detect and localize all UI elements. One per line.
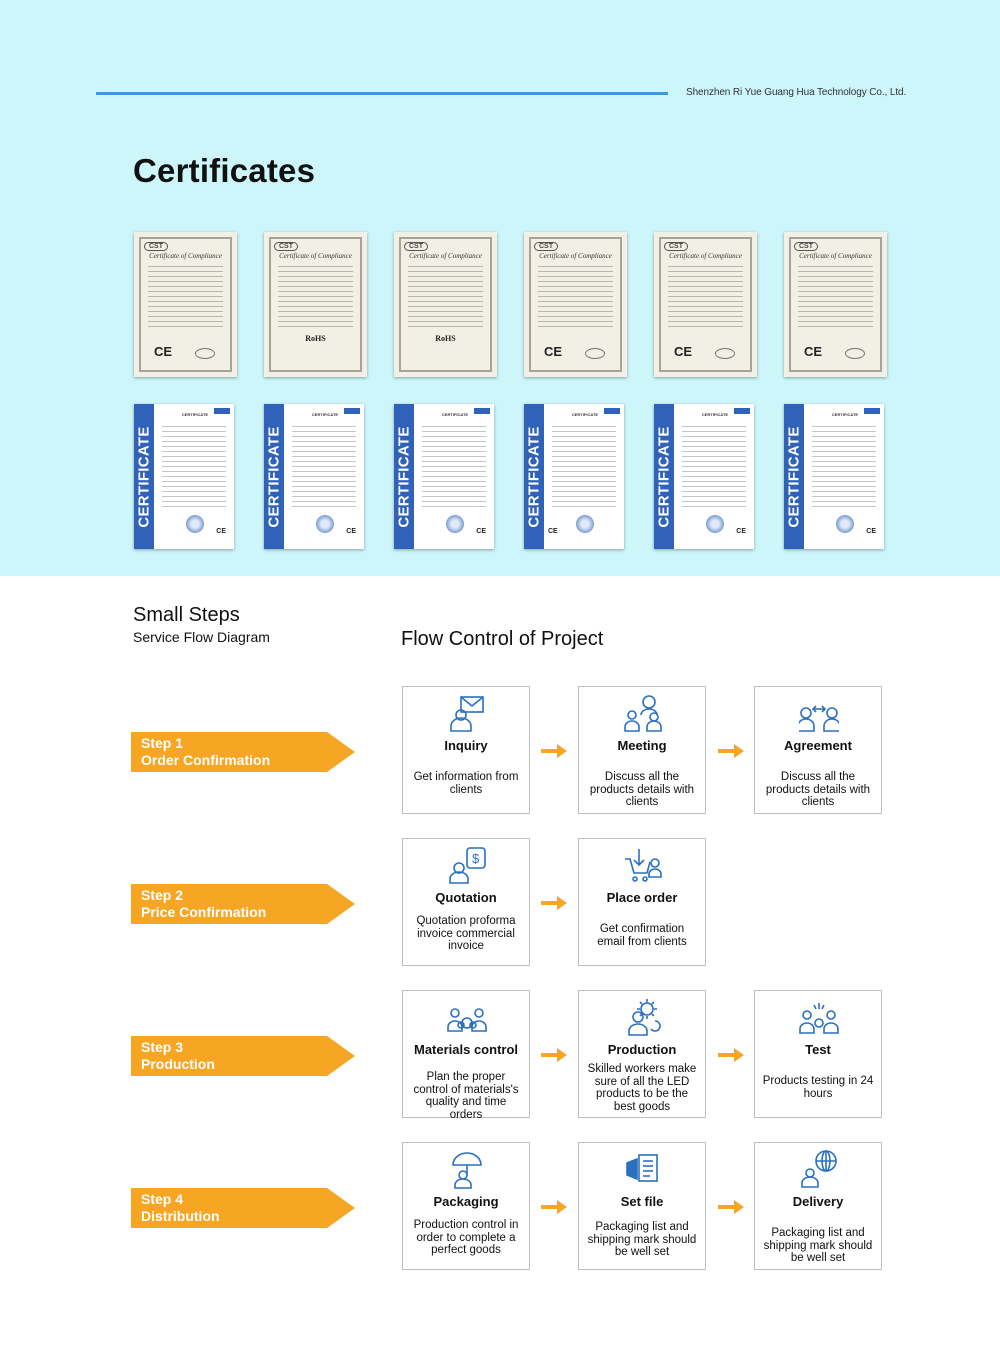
ce-mark: CE <box>476 528 486 535</box>
certificates-title: Certificates <box>133 152 316 189</box>
flow-arrow-icon <box>541 1048 567 1062</box>
certificate-blue-2 <box>264 404 364 549</box>
cst-logo-icon: CST <box>664 242 688 251</box>
flow-box-set-file <box>578 1142 706 1270</box>
step-2-banner <box>131 884 355 924</box>
certificate-compliance-3 <box>394 232 497 377</box>
cst-logo-icon: CST <box>404 242 428 251</box>
packaging-umbrella-icon <box>447 1149 487 1189</box>
meeting-people-icon <box>623 693 663 733</box>
certificate-band-label: CERTIFICATE <box>135 425 153 528</box>
flow-arrow-icon <box>718 1200 744 1214</box>
seal-icon <box>585 348 605 359</box>
box-description: Get information from clients <box>413 771 519 796</box>
certificate-heading: CERTIFICATE <box>701 412 729 417</box>
box-title: Place order <box>606 890 678 905</box>
agreement-handshake-icon <box>799 693 839 733</box>
certificate-heading: Certificate of Compliance <box>669 252 742 260</box>
seal-icon <box>836 515 854 533</box>
certificate-blue-5 <box>654 404 754 549</box>
ce-mark: CE <box>674 344 693 359</box>
box-description: Quotation proforma invoice commercial invoice <box>416 915 516 952</box>
place-order-cart-icon <box>623 845 663 885</box>
certificate-heading: Certificate of Compliance <box>799 252 872 260</box>
certificate-compliance-5 <box>654 232 757 377</box>
flow-box-quotation <box>402 838 530 966</box>
box-title: Materials control <box>413 1042 519 1057</box>
box-description: Plan the proper control of materials's quality and time orders <box>413 1071 519 1121</box>
box-title: Inquiry <box>444 738 488 753</box>
flow-box-inquiry <box>402 686 530 814</box>
ce-mark: CE <box>154 344 173 359</box>
ce-mark: CE <box>736 528 746 535</box>
step-number: Step 1 <box>141 735 184 751</box>
flow-arrow-icon <box>541 896 567 910</box>
box-description: Skilled workers make sure of all the LED products to be the best goods <box>587 1063 697 1113</box>
box-description: Production control in order to complete a perfect goods <box>413 1219 519 1256</box>
certificate-band-label: CERTIFICATE <box>785 425 803 528</box>
step-name: Order Confirmation <box>141 752 271 768</box>
company-name: Shenzhen Ri Yue Guang Hua Technology Co., Ltd. <box>686 87 907 98</box>
box-title: Production <box>607 1042 677 1057</box>
certificate-blue-1 <box>134 404 234 549</box>
box-title: Meeting <box>617 738 667 753</box>
ce-mark: CE <box>866 528 876 535</box>
step-name: Price Confirmation <box>141 904 267 920</box>
flow-box-packaging <box>402 1142 530 1270</box>
set-file-document-icon <box>623 1149 663 1189</box>
ce-mark: CE <box>548 528 558 535</box>
flow-arrow-icon <box>541 1200 567 1214</box>
box-title: Delivery <box>792 1194 844 1209</box>
svg-text:$: $ <box>472 851 480 866</box>
box-title: Quotation <box>435 890 497 905</box>
box-title: Test <box>805 1042 831 1057</box>
box-description: Discuss all the products details with clients <box>589 771 695 808</box>
production-gear-icon <box>623 997 663 1037</box>
step-number: Step 3 <box>141 1039 184 1055</box>
cst-logo-icon: CST <box>794 242 818 251</box>
certificate-blue-4 <box>524 404 624 549</box>
cst-logo-icon: CST <box>144 242 168 251</box>
delivery-globe-icon <box>799 1149 839 1189</box>
seal-icon <box>706 515 724 533</box>
certificate-compliance-6 <box>784 232 887 377</box>
certificate-compliance-4 <box>524 232 627 377</box>
seal-icon <box>446 515 464 533</box>
step-4-banner <box>131 1188 355 1228</box>
certificate-compliance-1 <box>134 232 237 377</box>
header-rule <box>96 92 668 95</box>
seal-icon <box>195 348 215 359</box>
step-number: Step 4 <box>141 1191 184 1207</box>
flow-box-delivery <box>754 1142 882 1270</box>
step-name: Distribution <box>141 1208 220 1224</box>
flow-control-title: Flow Control of Project <box>401 628 604 650</box>
certificate-band-label: CERTIFICATE <box>655 425 673 528</box>
box-description: Packaging list and shipping mark should be well set <box>587 1221 697 1258</box>
cst-logo-icon: CST <box>534 242 558 251</box>
rohs-mark: RoHS <box>305 334 326 343</box>
ce-mark: CE <box>544 344 563 359</box>
flow-arrow-icon <box>718 744 744 758</box>
test-team-icon <box>799 997 839 1037</box>
certificate-band-label: CERTIFICATE <box>525 425 543 528</box>
cst-logo-icon: CST <box>274 242 298 251</box>
ce-mark: CE <box>216 528 226 535</box>
certificate-heading: CERTIFICATE <box>311 412 339 417</box>
certificate-heading: CERTIFICATE <box>181 412 209 417</box>
certificate-compliance-2 <box>264 232 367 377</box>
certificate-heading: CERTIFICATE <box>831 412 859 417</box>
ce-mark: CE <box>346 528 356 535</box>
seal-icon <box>845 348 865 359</box>
certificate-band-label: CERTIFICATE <box>265 425 283 528</box>
step-3-banner <box>131 1036 355 1076</box>
box-title: Set file <box>620 1194 664 1209</box>
flow-box-materials-control <box>402 990 530 1121</box>
seal-icon <box>186 515 204 533</box>
service-flow-subtitle: Service Flow Diagram <box>133 629 270 645</box>
step-number: Step 2 <box>141 887 184 903</box>
box-title: Agreement <box>784 738 852 753</box>
certificate-heading: Certificate of Compliance <box>279 252 352 260</box>
step-name: Production <box>141 1056 215 1072</box>
materials-group-icon <box>447 997 487 1037</box>
flow-box-production <box>578 990 706 1118</box>
box-description: Products testing in 24 hours <box>762 1075 874 1100</box>
step-1-banner <box>131 732 355 772</box>
ce-mark: CE <box>804 344 823 359</box>
certificate-blue-6 <box>784 404 884 549</box>
flow-box-test <box>754 990 882 1118</box>
box-description: Packaging list and shipping mark should be well set <box>763 1227 873 1264</box>
certificate-heading: Certificate of Compliance <box>539 252 612 260</box>
seal-icon <box>576 515 594 533</box>
seal-icon <box>715 348 735 359</box>
seal-icon <box>316 515 334 533</box>
box-title: Packaging <box>433 1194 499 1209</box>
flow-box-meeting <box>578 686 706 814</box>
certificate-heading: Certificate of Compliance <box>409 252 482 260</box>
certificate-heading: CERTIFICATE <box>571 412 599 417</box>
flow-arrow-icon <box>718 1048 744 1062</box>
certificate-band-label: CERTIFICATE <box>395 425 413 528</box>
rohs-mark: RoHS <box>435 334 456 343</box>
certificate-heading: CERTIFICATE <box>441 412 469 417</box>
flow-box-place-order <box>578 838 706 966</box>
inquiry-envelope-icon <box>447 693 487 733</box>
certificate-heading: Certificate of Compliance <box>149 252 222 260</box>
quotation-dollar-icon <box>447 845 487 885</box>
flow-box-agreement <box>754 686 882 814</box>
small-steps-title: Small Steps <box>133 604 240 626</box>
box-description: Discuss all the products details with clients <box>765 771 871 808</box>
flow-arrow-icon <box>541 744 567 758</box>
certificate-blue-3 <box>394 404 494 549</box>
box-description: Get confirmation email from clients <box>597 923 687 948</box>
